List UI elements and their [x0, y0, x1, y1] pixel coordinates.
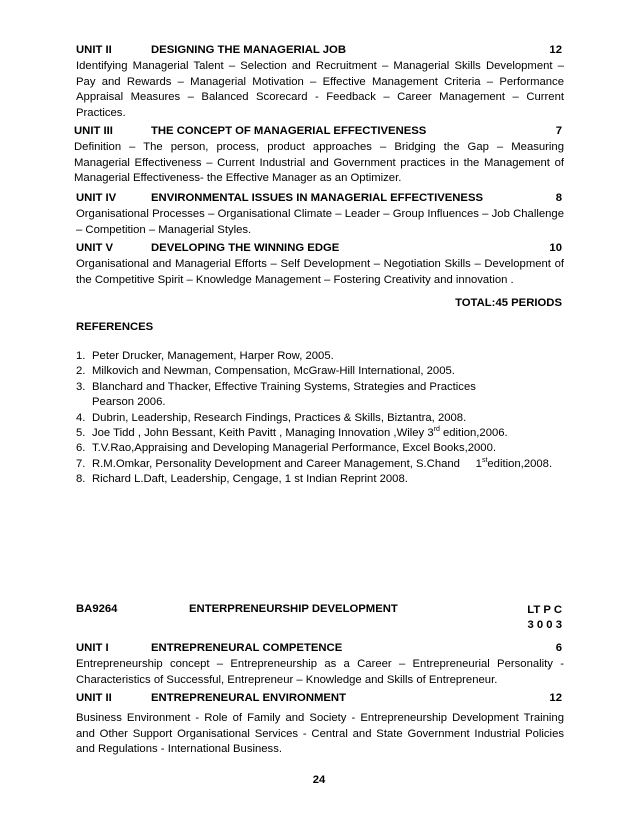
unit-body: Organisational and Managerial Efforts – Self Development – Negotiation Skills – Development of the Competitive Spirit – Knowledge Management – Fostering Creativity and innovation .: [76, 258, 564, 286]
reference-number: 6.: [76, 442, 86, 455]
unit-header: [76, 192, 564, 207]
ltpc-header: LT P C: [527, 604, 562, 616]
unit-section: [76, 44, 564, 121]
superscript: st: [481, 457, 488, 465]
unit-body: Definition – The person, process, product approaches – Bridging the Gap – Measuring Managerial Effectiveness – Current Industrial and Government practices in the Management of Managerial Effectiveness- the Effective Manager as an Optimizer.: [74, 141, 564, 185]
unit-title: ENTREPRENEURAL COMPETENCE: [151, 642, 343, 654]
unit-title: ENVIRONMENTAL ISSUES IN MANAGERIAL EFFECTIVENESS: [151, 192, 484, 204]
reference-item: [76, 349, 576, 364]
unit-hours: 10: [549, 242, 562, 254]
unit-section: [76, 642, 564, 688]
reference-item: [76, 426, 576, 441]
unit-header: [74, 125, 564, 140]
unit-header: [76, 242, 564, 257]
reference-number: 8.: [76, 473, 86, 486]
unit-title: THE CONCEPT OF MANAGERIAL EFFECTIVENESS: [151, 125, 427, 137]
reference-text: Joe Tidd , John Bessant, Keith Pavitt , Managing Innovation ,Wiley 3: [92, 427, 434, 440]
reference-item: [76, 441, 576, 456]
reference-text-after: edition,2008.: [487, 457, 553, 470]
reference-text: R.M.Omkar, Personality Development and Career Management, S.Chand 1: [92, 457, 482, 470]
ltpc-block: [527, 603, 562, 633]
unit-header: [76, 44, 564, 59]
unit-body: Entrepreneurship concept – Entrepreneurship as a Career – Entrepreneurial Personality - Characteristics of Successful, Entrepreneur – Knowledge and Skills of Entrepreneur.: [76, 658, 564, 686]
unit-label: UNIT II: [76, 692, 112, 704]
unit-label: UNIT I: [76, 642, 109, 654]
unit-header: [76, 642, 564, 657]
reference-item: [76, 457, 576, 472]
unit-section: [76, 242, 564, 288]
unit-body: Business Environment - Role of Family and Society - Entrepreneurship Development Training and Other Support Organisational Services - Central and State Government Industrial Policies and Regulations - International Business.: [76, 712, 564, 756]
unit-section: [74, 125, 564, 187]
unit-hours: 12: [549, 692, 562, 704]
reference-text-after: edition,2006.: [439, 427, 508, 440]
reference-text: T.V.Rao,Appraising and Developing Managerial Performance, Excel Books,2000.: [92, 442, 496, 455]
unit-title: DESIGNING THE MANAGERIAL JOB: [151, 44, 346, 56]
unit-label: UNIT III: [74, 125, 113, 137]
reference-text-continued: Pearson 2006.: [92, 396, 166, 409]
reference-item: [76, 472, 576, 487]
reference-number: 5.: [76, 427, 86, 440]
unit-hours: 7: [555, 125, 562, 137]
unit-hours: 8: [555, 192, 562, 204]
references-list: [76, 349, 576, 488]
page-number: 24: [312, 774, 326, 786]
reference-item: [76, 411, 576, 426]
reference-text: Blanchard and Thacker, Effective Training Systems, Strategies and Practices: [92, 380, 476, 393]
reference-text: Milkovich and Newman, Compensation, McGraw-Hill International, 2005.: [92, 365, 455, 378]
reference-text: Richard L.Daft, Leadership, Cengage, 1 st Indian Reprint 2008.: [92, 473, 408, 486]
unit-title: ENTREPRENEURAL ENVIRONMENT: [151, 692, 346, 704]
unit-hours: 6: [555, 642, 562, 654]
reference-number: 1.: [76, 350, 86, 362]
reference-number: 2.: [76, 365, 86, 378]
unit-header: [76, 692, 564, 711]
unit-label: UNIT IV: [76, 192, 117, 204]
reference-item: [76, 364, 576, 379]
reference-text: Dubrin, Leadership, Research Findings, Practices & Skills, Biztantra, 2008.: [92, 411, 467, 424]
reference-number: 4.: [76, 411, 86, 424]
unit-body: Organisational Processes – Organisational Climate – Leader – Group Influences – Job Challenge – Competition – Managerial Styles.: [76, 208, 564, 236]
unit-hours: 12: [549, 44, 562, 56]
reference-item: [76, 380, 576, 411]
ltpc-values: 3 0 0 3: [527, 619, 562, 631]
total-periods: TOTAL:45 PERIODS: [455, 297, 562, 309]
unit-section: [76, 192, 564, 238]
reference-number: 7.: [76, 457, 86, 470]
unit-section: [76, 692, 564, 758]
superscript: rd: [433, 426, 440, 434]
references-heading: REFERENCES: [76, 321, 154, 333]
course-code: BA9264: [76, 603, 118, 615]
course-header: [76, 603, 564, 633]
unit-label: UNIT V: [76, 242, 114, 254]
unit-body: Identifying Managerial Talent – Selection and Recruitment – Managerial Skills Development – Pay and Rewards – Managerial Motivation – Effective Management Criteria – Performance Appraisal Measures – Balanced Scorecard - Feedback – Career Management – Current Practices.: [76, 60, 564, 119]
reference-text: Peter Drucker, Management, Harper Row, 2005.: [92, 350, 334, 362]
reference-number: 3.: [76, 380, 86, 393]
unit-title: DEVELOPING THE WINNING EDGE: [151, 242, 340, 254]
unit-label: UNIT II: [76, 44, 112, 56]
course-title: ENTERPRENEURSHIP DEVELOPMENT: [189, 603, 398, 615]
